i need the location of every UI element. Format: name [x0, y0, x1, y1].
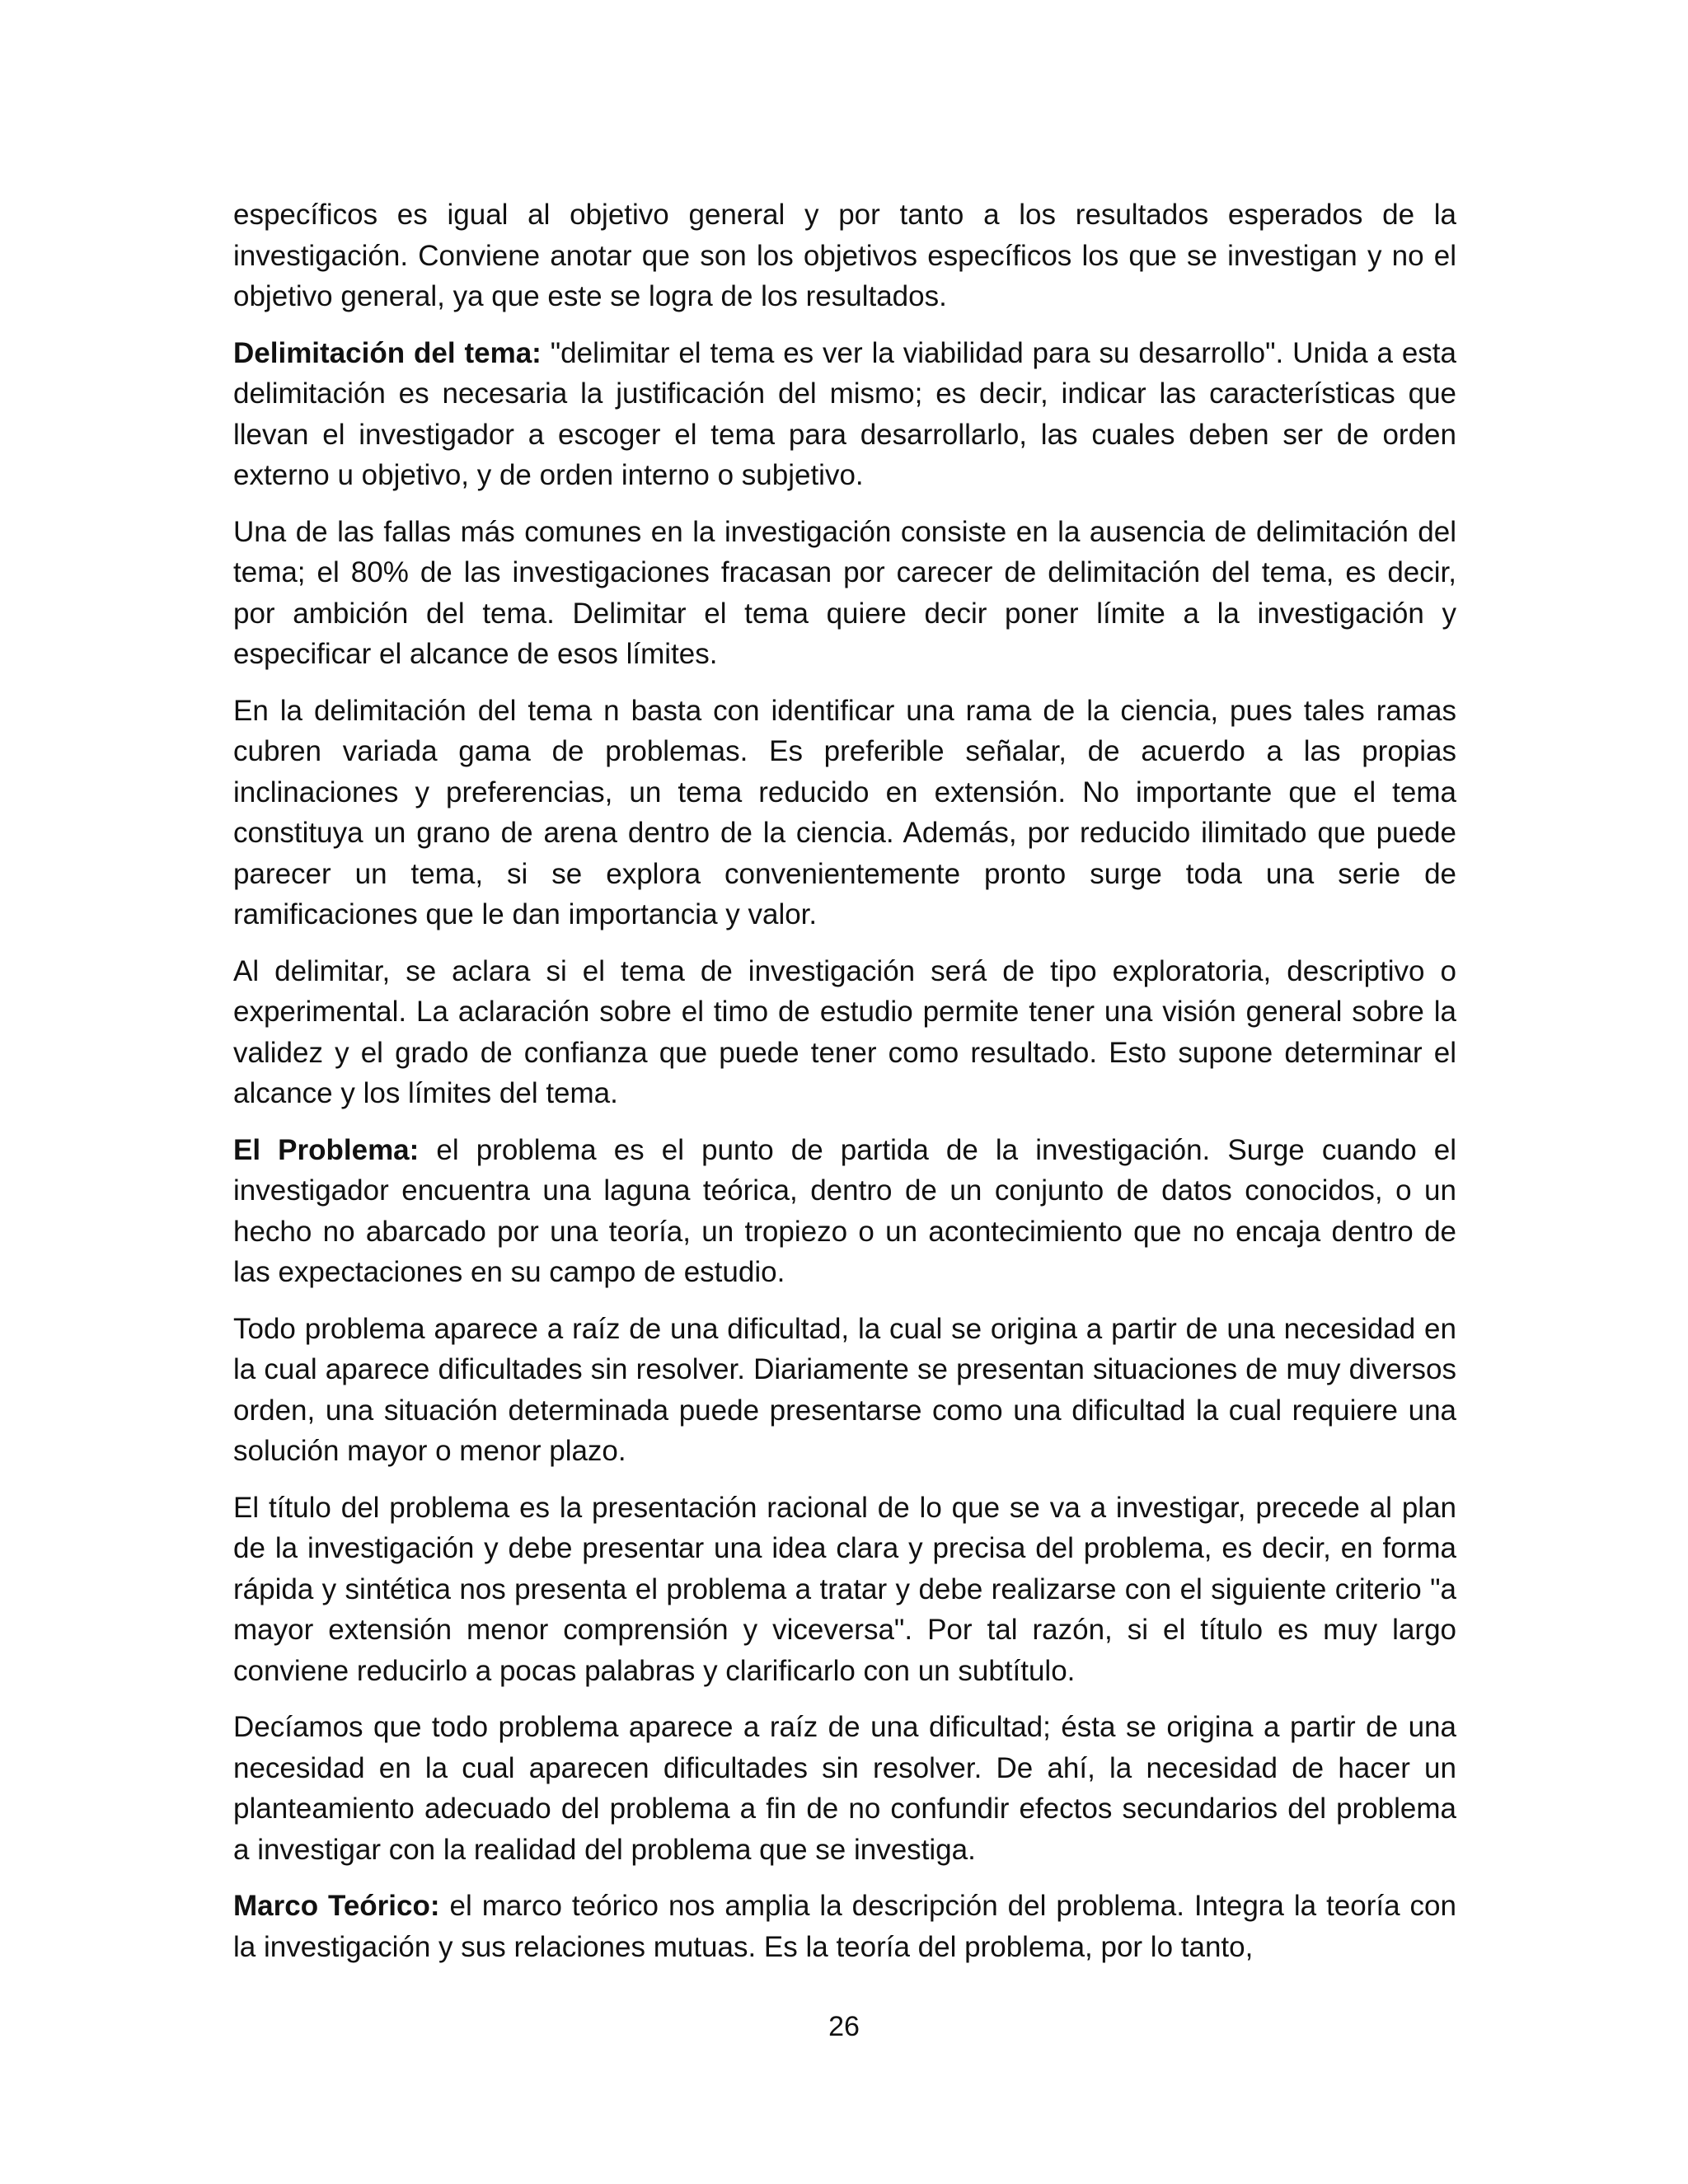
paragraph-marco-teorico: [233, 1886, 1456, 1967]
page-number: 26: [828, 2011, 860, 2042]
paragraph-1-text: específicos es igual al objetivo general y por tanto a los resultados esperados de la investigación. Conviene anotar que son los objetivos específicos los que se investigan y no el objetivo general, ya que este se logra de los resultados.: [233, 199, 1456, 312]
paragraph-8: [233, 1488, 1456, 1692]
paragraph-3: [233, 512, 1456, 675]
paragraph-3-text: Una de las fallas más comunes en la investigación consiste en la ausencia de delimitación del tema; el 80% de las investigaciones fracasan por carecer de delimitación del tema, es decir, por ambición del tema. Delimitar el tema quiere decir poner límite a la investigación y especificar el alcance de esos límites.: [233, 515, 1456, 670]
paragraph-9-text: Decíamos que todo problema aparece a raíz de una dificultad; ésta se origina a partir de una necesidad en la cual aparecen dificultades sin resolver. De ahí, la necesidad de hacer un planteamiento adecuado del problema a fin de no confundir efectos secundarios del problema a investigar con la realidad del problema que se investiga.: [233, 1711, 1456, 1866]
paragraph-delimitacion: [233, 333, 1456, 496]
paragraph-5: [233, 951, 1456, 1114]
paragraph-10-text: el marco teórico nos amplia la descripción del problema. Integra la teoría con la investigación y sus relaciones mutuas. Es la teoría del problema, por lo tanto,: [233, 1890, 1456, 1963]
paragraph-6-text: el problema es el punto de partida de la investigación. Surge cuando el investigador encuentra una laguna teórica, dentro de un conjunto de datos conocidos, o un hecho no abarcado por una teoría, un tropiezo o un acontecimiento que no encaja dentro de las expectaciones en su campo de estudio.: [233, 1133, 1456, 1288]
heading-marco-teorico: Marco Teórico:: [233, 1890, 440, 1922]
paragraph-9: [233, 1707, 1456, 1870]
paragraph-4: [233, 691, 1456, 935]
paragraph-4-text: En la delimitación del tema n basta con identificar una rama de la ciencia, pues tales ramas cubren variada gama de problemas. Es preferible señalar, de acuerdo a las propias inclinaciones y preferencias, un tema reducido en extensión. No importante que el tema constituya un grano de arena dentro de la ciencia. Además, por reducido ilimitado que puede parecer un tema, si se explora convenientemente pronto surge toda una serie de ramificaciones que le dan importancia y valor.: [233, 694, 1456, 930]
heading-el-problema: El Problema:: [233, 1133, 420, 1166]
paragraph-2-text: "delimitar el tema es ver la viabilidad para su desarrollo". Unida a esta delimitación es necesaria la justificación del mismo; es decir, indicar las características que llevan el investigador a escoger el tema para desarrollarlo, las cuales deben ser de orden externo u objetivo, y de orden interno o subjetivo.: [233, 336, 1456, 491]
paragraph-5-text: Al delimitar, se aclara si el tema de investigación será de tipo exploratoria, descriptivo o experimental. La aclaración sobre el timo de estudio permite tener una visión general sobre la validez y el grado de confianza que puede tener como resultado. Esto supone determinar el alcance y los límites del tema.: [233, 954, 1456, 1109]
paragraph-7: [233, 1309, 1456, 1472]
paragraph-problema: [233, 1130, 1456, 1293]
heading-delimitacion-del-tema: Delimitación del tema:: [233, 336, 542, 369]
document-body: [233, 194, 1456, 1983]
paragraph-8-text: El título del problema es la presentación racional de lo que se va a investigar, precede al plan de la investigación y debe presentar una idea clara y precisa del problema, es decir, en forma rápida y sintética nos presenta el problema a tratar y debe realizarse con el siguiente criterio "a mayor extensión menor comprensión y viceversa". Por tal razón, si el título es muy largo conviene reducirlo a pocas palabras y clarificarlo con un subtítulo.: [233, 1491, 1456, 1687]
paragraph-1: [233, 194, 1456, 317]
paragraph-7-text: Todo problema aparece a raíz de una dificultad, la cual se origina a partir de una necesidad en la cual aparece dificultades sin resolver. Diariamente se presentan situaciones de muy diversos orden, una situación determinada puede presentarse como una dificultad la cual requiere una solución mayor o menor plazo.: [233, 1312, 1456, 1467]
